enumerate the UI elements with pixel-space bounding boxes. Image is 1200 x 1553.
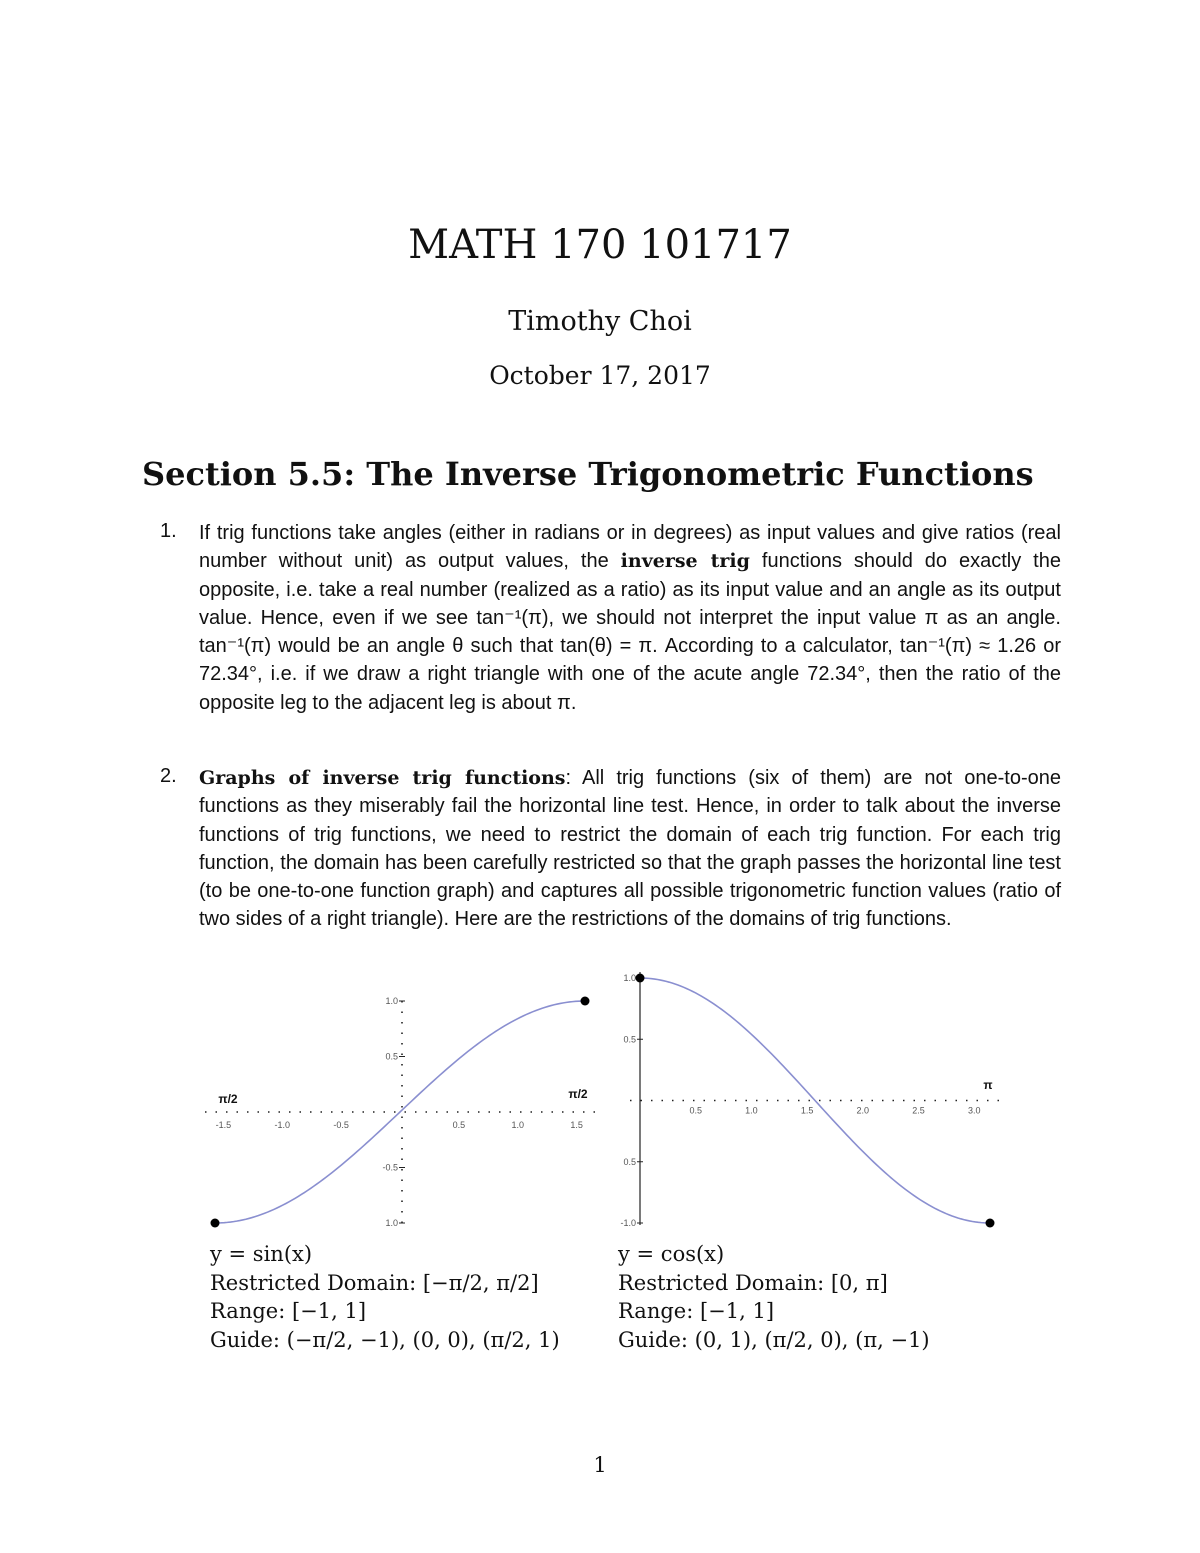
x-tick-label: 1.5 bbox=[800, 1105, 814, 1116]
item-bold-term: inverse trig bbox=[620, 550, 750, 573]
sin-domain-label: Restricted Domain: [−π/2, π/2] bbox=[210, 1270, 539, 1295]
item-text: functions should do exactly the opposite, i.e. take a real number (realized as a ratio) as its input value and an angle as its output value. Hence, even if we see tan⁻¹(π), we should not interpret the input value π as an angle. tan⁻¹(π) would be an angle θ such that tan(θ) = π. According to a calculator, tan⁻¹(π) ≈ 1.26 or 72.34°, i.e. if we draw a right triangle with one of the acute angle 72.34°, then the ratio of the opposite leg to the adjacent leg is about π. bbox=[199, 550, 1061, 714]
sin-function-label: y = sin(x) bbox=[210, 1242, 313, 1266]
pi-label: π/2 bbox=[218, 1092, 238, 1106]
x-tick-label: 2.5 bbox=[912, 1105, 925, 1116]
y-tick-label: 0.5 bbox=[623, 1156, 636, 1167]
y-tick-label: 1.0 bbox=[623, 973, 636, 983]
list-item-inverse-trig-intro bbox=[199, 519, 1061, 717]
sin-caption bbox=[210, 1240, 560, 1354]
list-item-inverse-trig-graphs bbox=[199, 764, 1061, 934]
y-tick-label: 1.0 bbox=[385, 996, 398, 1006]
sin-graph bbox=[200, 985, 600, 1235]
cos-domain-label: Restricted Domain: [0, π] bbox=[618, 1270, 888, 1295]
y-tick-label: 0.5 bbox=[385, 1051, 398, 1062]
sin-guide-label: Guide: (−π/2, −1), (0, 0), (π/2, 1) bbox=[210, 1327, 560, 1352]
x-tick-label: 1.0 bbox=[511, 1120, 525, 1130]
cos-graph bbox=[610, 965, 1010, 1235]
y-tick-label: -0.5 bbox=[382, 1162, 398, 1173]
x-tick-label: 1.5 bbox=[570, 1120, 583, 1130]
pi-label: π bbox=[983, 1078, 993, 1092]
cos-range-label: Range: [−1, 1] bbox=[618, 1299, 775, 1323]
cos-curve bbox=[640, 978, 993, 1223]
endpoint-dot bbox=[986, 1219, 995, 1228]
y-tick-label: 0.5 bbox=[623, 1034, 636, 1045]
pi-label: π/2 bbox=[568, 1087, 588, 1101]
x-tick-label: -1.0 bbox=[274, 1120, 290, 1130]
item-text: If trig functions take angles (either in radians or in degrees) as input values and give ratios (real number without unit) as output values, the bbox=[199, 522, 1061, 573]
sin-curve bbox=[215, 1001, 585, 1223]
x-tick-label: 2.0 bbox=[856, 1105, 870, 1116]
document-date: October 17, 2017 bbox=[489, 361, 711, 390]
endpoint-dot bbox=[581, 997, 590, 1006]
sin-range-label: Range: [−1, 1] bbox=[210, 1299, 367, 1323]
endpoint-dot bbox=[211, 1219, 220, 1228]
y-tick-label: -1.0 bbox=[620, 1218, 636, 1228]
list-item-number: 2. bbox=[160, 765, 177, 787]
list-item-number: 1. bbox=[160, 520, 177, 542]
item-text: : All trig functions (six of them) are not one-to-one functions as they miserably fail the horizontal line test. Hence, in order to talk about the inverse functions of trig functions, we need to restrict the domain of each trig function. For each trig function, the domain has been carefully restricted so that the graph passes the horizontal line test (to be one-to-one function graph) and captures all possible trigonometric function values (ratio of two sides of a right triangle). Here are the restrictions of the domains of trig functions. bbox=[199, 767, 1061, 931]
section-heading: Section 5.5: The Inverse Trigonometric Functions bbox=[142, 455, 1034, 493]
document-title: MATH 170 101717 bbox=[408, 222, 792, 268]
cos-guide-label: Guide: (0, 1), (π/2, 0), (π, −1) bbox=[618, 1327, 930, 1352]
cos-caption bbox=[618, 1240, 930, 1354]
x-tick-label: 3.0 bbox=[967, 1105, 981, 1116]
page-number: 1 bbox=[593, 1453, 607, 1477]
x-tick-label: 1.0 bbox=[745, 1105, 758, 1116]
document-author: Timothy Choi bbox=[508, 306, 692, 337]
x-tick-label: 0.5 bbox=[689, 1105, 702, 1116]
x-tick-label: -0.5 bbox=[333, 1120, 349, 1130]
item-bold-term: Graphs of inverse trig functions bbox=[199, 767, 566, 789]
x-tick-label: -1.5 bbox=[215, 1120, 232, 1130]
cos-function-label: y = cos(x) bbox=[618, 1242, 725, 1266]
y-tick-label: 1.0 bbox=[385, 1218, 398, 1228]
endpoint-dot bbox=[636, 974, 645, 983]
x-tick-label: 0.5 bbox=[452, 1120, 466, 1130]
